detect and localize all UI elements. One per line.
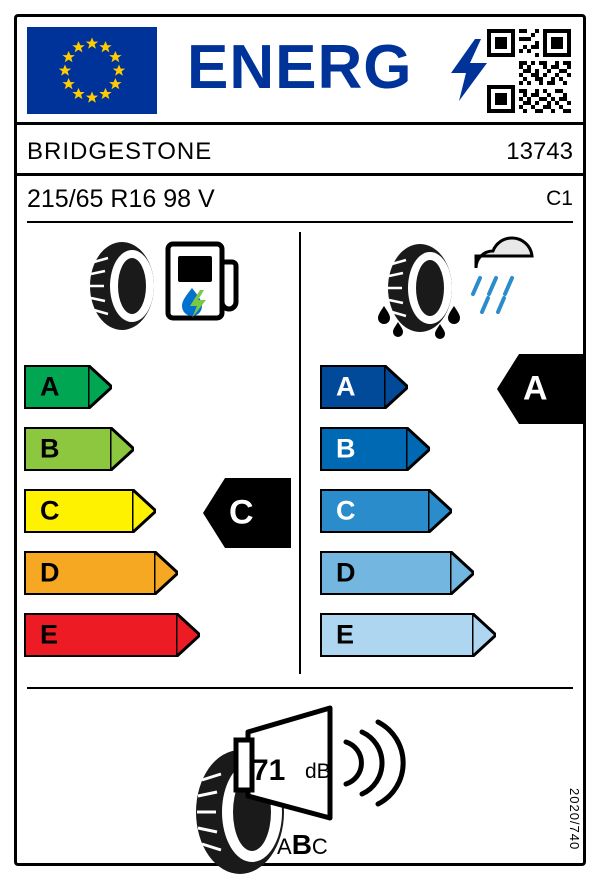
noise-unit: dB — [305, 760, 331, 783]
fuel-grade-C — [24, 489, 156, 533]
wet-grade-A — [320, 365, 408, 409]
divider-size — [27, 221, 573, 223]
divider-header — [17, 122, 583, 125]
fuel-grade-letter: A — [40, 371, 60, 402]
wet-result-letter: A — [523, 369, 548, 408]
eu-flag-icon — [27, 27, 157, 114]
fuel-grade-E — [24, 613, 200, 657]
wet-grade-D — [320, 551, 474, 595]
fuel-grade-B — [24, 427, 134, 471]
wet-grade-B — [320, 427, 430, 471]
divider-noise — [27, 687, 573, 689]
wet-grade-E — [320, 613, 496, 657]
noise-class-b: B — [291, 829, 312, 860]
divider-brand — [17, 173, 583, 176]
wet-grip-pictogram — [378, 236, 538, 346]
wet-grade-letter: A — [336, 371, 356, 402]
regulation-code: 2020/740 — [567, 787, 582, 850]
tyre-icon — [90, 242, 154, 330]
tyre-splash-icon — [378, 244, 460, 339]
lightning-bolt-icon — [449, 39, 489, 101]
fuel-grade-A — [24, 365, 112, 409]
fuel-efficiency-pictogram — [80, 236, 240, 336]
fuel-result-letter: C — [229, 493, 254, 532]
rain-cloud-icon — [473, 238, 532, 312]
wet-grade-letter: E — [336, 619, 355, 650]
fuel-grade-letter: C — [40, 495, 60, 526]
wet-grade-letter: C — [336, 495, 356, 526]
fuel-grade-D — [24, 551, 178, 595]
qr-code — [487, 29, 571, 113]
fuel-grade-letter: B — [40, 433, 60, 464]
manufacturer-name: BRIDGESTONE — [27, 138, 213, 165]
divider-vertical — [299, 232, 301, 674]
type-code: 13743 — [506, 138, 573, 165]
wet-grade-letter: B — [336, 433, 356, 464]
noise-class-c: C — [311, 834, 328, 859]
fuel-pump-icon — [168, 244, 236, 318]
noise-value: 71 — [252, 754, 286, 787]
fuel-grade-letter: E — [40, 619, 59, 650]
wet-grip-result — [497, 354, 585, 424]
fuel-grade-letter: D — [40, 557, 60, 588]
wet-grade-letter: D — [336, 557, 356, 588]
tyre-size: 215/65 R16 98 V — [27, 185, 215, 213]
noise-class-a: A — [277, 834, 292, 859]
energ-wordmark: ENERG — [187, 33, 413, 102]
tyre-class: C1 — [546, 187, 573, 210]
noise-class-scale — [277, 829, 328, 861]
wet-grade-C — [320, 489, 452, 533]
label-header — [17, 17, 583, 122]
fuel-efficiency-result — [203, 478, 291, 548]
